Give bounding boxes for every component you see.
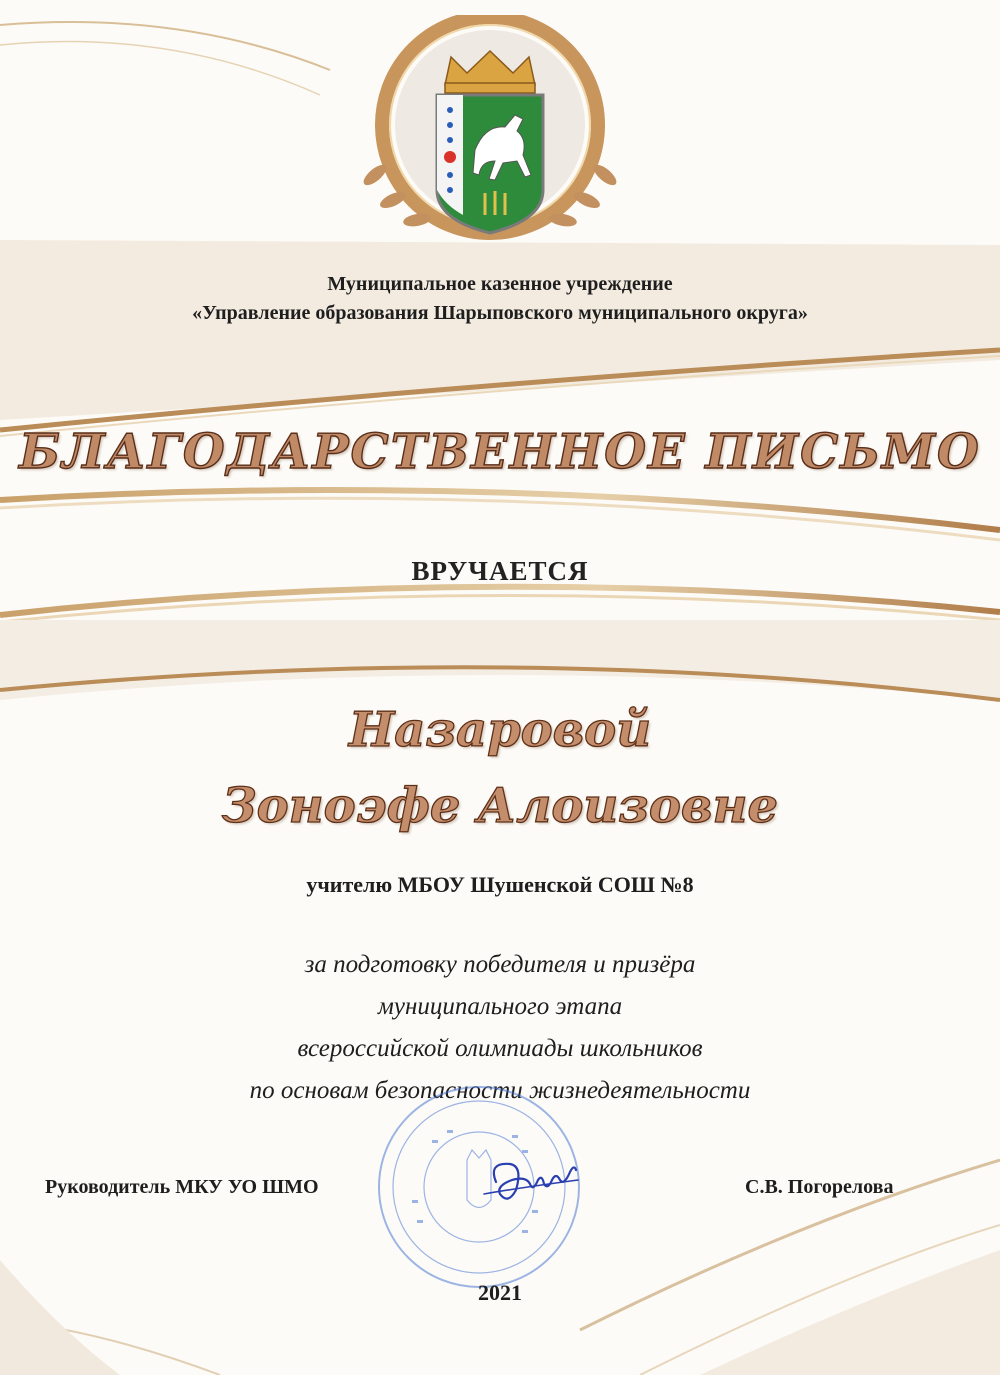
award-reason-line-2: муниципального этапа <box>377 993 623 1020</box>
recipient-position: учителю МБОУ Шушенской СОШ №8 <box>306 872 694 897</box>
organization-name <box>0 270 1000 328</box>
certificate-title: БЛАГОДАРСТВЕННОЕ ПИСЬМО <box>19 424 981 480</box>
signature <box>478 1150 586 1212</box>
awarded-label: ВРУЧАЕТСЯ <box>411 556 589 586</box>
award-reason-line-1: за подготовку победителя и призёра <box>304 951 696 978</box>
organization-line-1: Муниципальное казенное учреждение <box>327 273 673 295</box>
recipient-surname: Назаровой <box>348 702 652 758</box>
award-reason-line-3: всероссийской олимпиады школьников <box>297 1035 703 1062</box>
coat-of-arms-emblem <box>345 15 635 265</box>
certificate-year: 2021 <box>478 1280 522 1305</box>
recipient-given-names: Зоноэфе Алоизовне <box>222 778 778 834</box>
organization-line-2: «Управление образования Шарыповского муниципального округа» <box>192 302 808 324</box>
signatory-role: Руководитель МКУ УО ШМО <box>45 1176 319 1198</box>
award-reason-line-4: по основам безопасности жизнедеятельности <box>249 1077 751 1104</box>
signatory-name: С.В. Погорелова <box>745 1176 894 1198</box>
